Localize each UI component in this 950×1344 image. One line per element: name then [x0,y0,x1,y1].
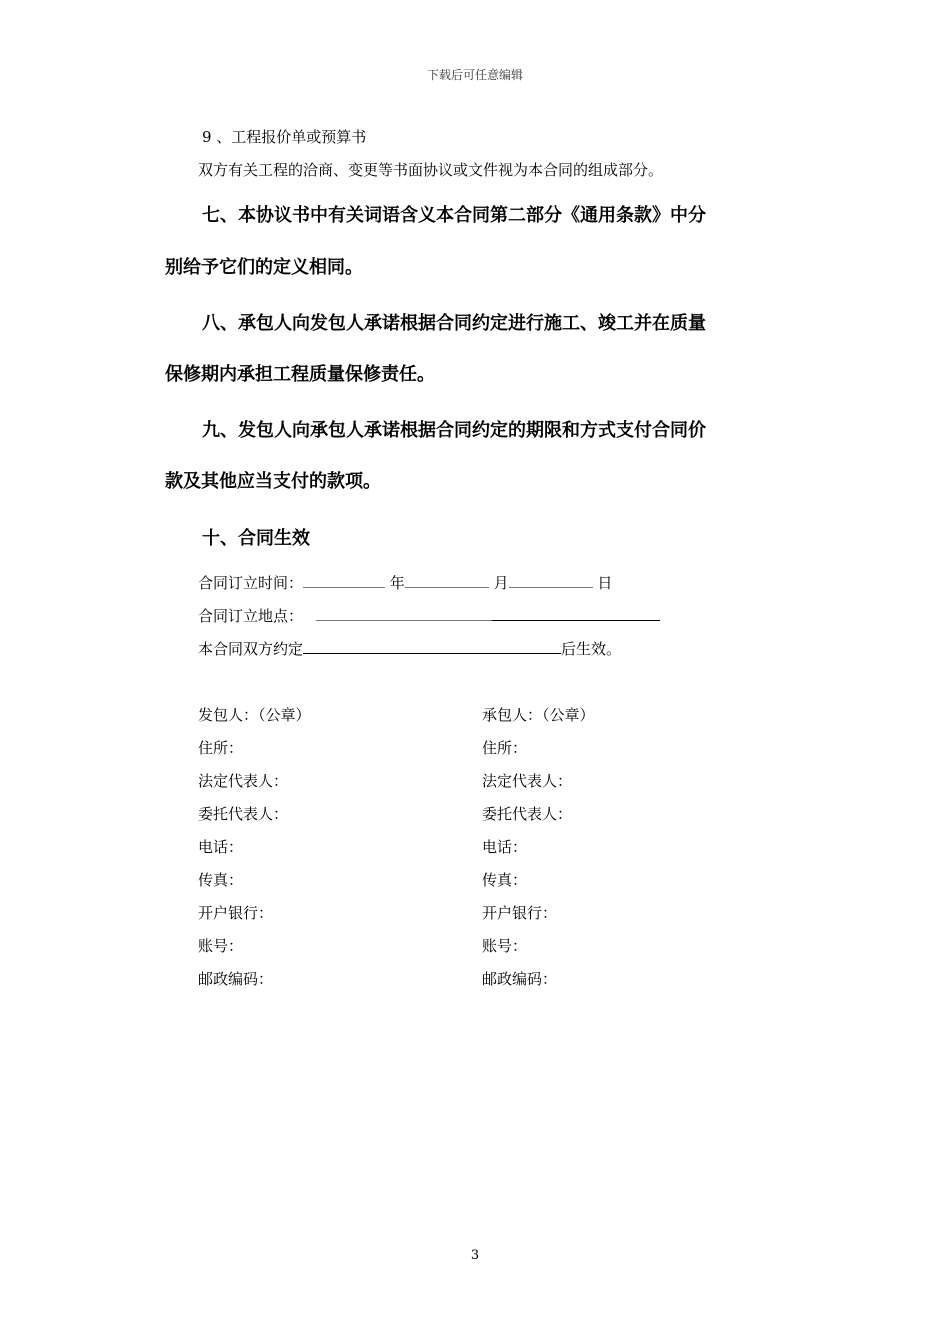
effective-suffix: 后生效。 [561,640,622,658]
employer-address: 住所： [198,739,244,757]
place-blank-2 [492,606,660,621]
contractor-address: 住所： [482,739,528,757]
employer-phone: 电话： [198,838,244,856]
contractor-bank: 开户银行： [482,904,558,922]
employer-seal: 发包人：（公章） [198,706,311,724]
contractor-account: 账号： [482,937,528,955]
employer-fax: 传真： [198,871,244,889]
month-blank [405,573,489,588]
sign-place-label: 合同订立地点： [198,607,304,625]
section-8-line-2: 保修期内承担工程质量保修责任。 [165,364,435,385]
contractor-agent: 委托代表人： [482,805,573,823]
sign-time-label: 合同订立时间： [198,574,304,592]
place-blank-1 [316,606,492,621]
page-number: 3 [470,1248,480,1263]
contractor-legal-rep: 法定代表人： [482,772,573,790]
employer-legal-rep: 法定代表人： [198,772,289,790]
year-blank [303,573,385,588]
section-7-line-2: 别给予它们的定义相同。 [165,257,363,278]
day-blank [509,573,593,588]
section-7-line-1: 七、本协议书中有关词语含义本合同第二部分《通用条款》中分 [202,205,706,226]
sign-place-row [198,606,660,626]
section-8-line-1: 八、承包人向发包人承诺根据合同约定进行施工、竣工并在质量 [202,313,706,334]
employer-account: 账号： [198,937,244,955]
sign-time-row [198,573,612,593]
year-label: 年 [389,574,405,592]
employer-postcode: 邮政编码： [198,970,274,988]
day-label: 日 [597,574,613,592]
employer-agent: 委托代表人： [198,805,289,823]
composition-text: 双方有关工程的洽商、变更等书面协议或文件视为本合同的组成部分。 [198,161,664,179]
employer-bank: 开户银行： [198,904,274,922]
section-10-title: 十、合同生效 [202,528,310,549]
contractor-postcode: 邮政编码： [482,970,558,988]
contractor-fax: 传真： [482,871,528,889]
page-header-note: 下载后可任意编辑 [426,68,523,82]
contractor-seal: 承包人：（公章） [482,706,595,724]
section-9-line-2: 款及其他应当支付的款项。 [165,471,381,492]
effective-blank [303,639,561,654]
item-9-text: 9 、工程报价单或预算书 [202,128,367,146]
contractor-phone: 电话： [482,838,528,856]
effective-row [198,639,621,659]
month-label: 月 [493,574,509,592]
effective-prefix: 本合同双方约定 [198,640,304,658]
section-9-line-1: 九、发包人向承包人承诺根据合同约定的期限和方式支付合同价 [202,420,706,441]
